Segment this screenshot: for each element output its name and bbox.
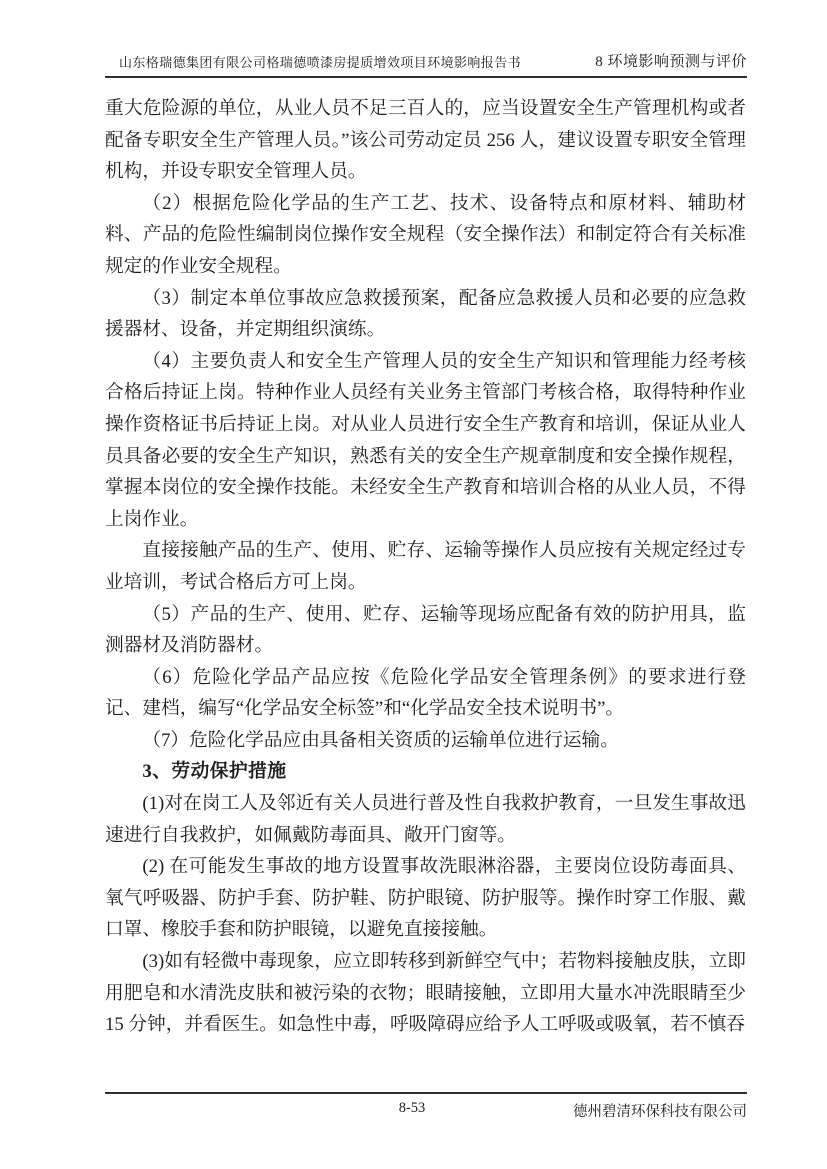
paragraph: （6）危险化学品产品应按《危险化学品安全管理条例》的要求进行登记、建档，编写“化学品安全标签”和“化学品安全技术说明书”。 [105,666,746,720]
chapter-title: 8 环境影响预测与评价 [595,54,747,70]
document-body [105,93,746,1041]
paragraph: （2）根据危险化学品的生产工艺、技术、设备特点和原材料、辅助材料、产品的危险性编制岗位操作安全规程（安全操作法）和制定符合有关标准规定的作业安全规程。 [105,192,746,277]
paragraph: (3)如有轻微中毒现象，应立即转移到新鲜空气中；若物料接触皮肤，立即用肥皂和水清洗皮肤和被污染的衣物；眼睛接触，立即用大量水冲洗眼睛至少 15 分钟，并看医生。如急性中毒，呼吸障碍应给予人工呼吸或吸氧，若不慎吞 [105,951,746,1036]
page-header [105,50,747,78]
paragraph: （4）主要负责人和安全生产管理人员的安全生产知识和管理能力经考核合格后持证上岗。特种作业人员经有关业务主管部门考核合格，取得特种作业操作资格证书后持证上岗。对从业人员进行安全生产教育和培训，保证从业人员具备必要的安全生产知识，熟悉有关的安全生产规章制度和安全操作规程，掌握本岗位的安全操作技能。未经安全生产教育和培训合格的从业人员，不得上岗作业。 [105,350,746,530]
paragraph: （7）危险化学品应由具备相关资质的运输单位进行运输。 [142,729,619,751]
paragraph: 重大危险源的单位，从业人员不足三百人的，应当设置安全生产管理机构或者配备专职安全生产管理人员。”该公司劳动定员 256 人，建议设置专职安全管理机构，并设专职安全管理人员。 [105,98,746,183]
paragraph: 直接接触产品的生产、使用、贮存、运输等操作人员应按有关规定经过专业培训，考试合格后方可上岗。 [105,540,746,593]
paragraph: (2) 在可能发生事故的地方设置事故洗眼淋浴器，主要岗位设防毒面具、氧气呼吸器、防护手套、防护鞋、防护眼镜、防护服等。操作时穿工作服、戴口罩、橡胶手套和防护眼镜，以避免直接接触。 [105,856,746,941]
paragraph: (1)对在岗工人及邻近有关人员进行普及性自我救护教育，一旦发生事故迅速进行自我救护，如佩戴防毒面具、敞开门窗等。 [105,793,746,846]
report-title: 山东格瑞德集团有限公司格瑞德喷漆房提质增效项目环境影响报告书 [119,55,522,70]
page-footer [105,1092,747,1130]
paragraph: （5）产品的生产、使用、贮存、运输等现场应配备有效的防护用具，监测器材及消防器材。 [105,603,746,657]
footer-company: 德州碧清环保科技有限公司 [573,1104,747,1120]
paragraph: （3）制定本单位事故应急救援预案，配备应急救援人员和必要的应急救援器材、设备，并定期组织演练。 [105,287,746,341]
section-heading: 3、劳动保护措施 [142,761,287,783]
page-number: 8-53 [398,1100,426,1116]
